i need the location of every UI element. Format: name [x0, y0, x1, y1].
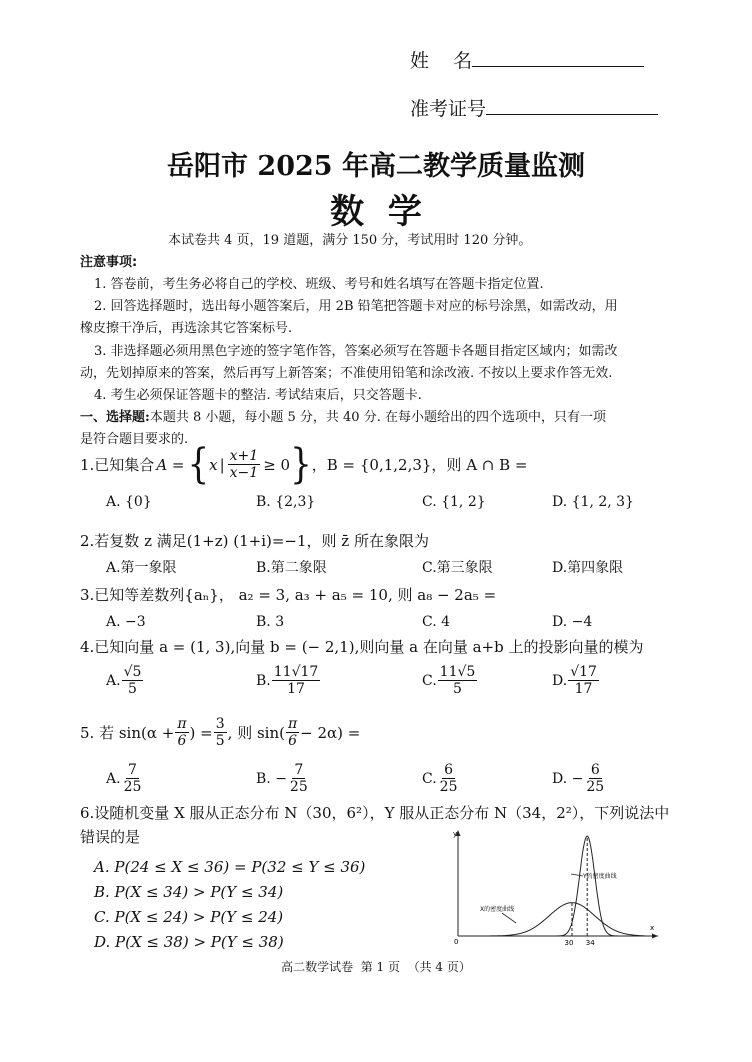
- q1-set-a-lhs: A =: [156, 455, 185, 474]
- q1-ineq: ≥ 0: [263, 455, 291, 474]
- question-5: 5. 若 sin(α + $\frac{\pi}{6}$ ) = $\frac{3}{5}$ , 则 sin( $\frac{\pi}{6}$ − 2α) =: [80, 716, 361, 749]
- note-3a: 3. 非选择题必须用黑色字迹的签字笔作答，答案必须写在答题卡各题目指定区域内；如需改: [94, 344, 618, 359]
- section-1-header: [80, 409, 606, 427]
- q4-option-c[interactable]: C. $\frac{11√5}{5}$: [422, 664, 476, 697]
- q4-option-a[interactable]: A. $\frac{√5}{5}$: [106, 664, 142, 697]
- q1-option-a[interactable]: A. {0}: [106, 494, 152, 510]
- q1-prefix: 1.已知集合: [80, 456, 155, 474]
- y-density-curve: [466, 836, 645, 936]
- id-label: 准考证号: [410, 98, 487, 120]
- question-6-line-a: 6.设随机变量 X 服从正态分布 N（30，6²），Y 服从正态分布 N（34，2²），下列说法中: [80, 804, 670, 822]
- q6-option-a[interactable]: A. P(24 ≤ X ≤ 36) = P(32 ≤ Y ≤ 36): [94, 858, 366, 876]
- q5-option-a[interactable]: A. $\frac{7}{25}$: [106, 762, 142, 795]
- q5-option-d[interactable]: D. − $\frac{6}{25}$: [552, 762, 605, 795]
- section-1-label: 一、选择题:: [80, 410, 150, 425]
- section-1-text-a: 本题共 8 小题，每小题 5 分，共 40 分. 在每小题给出的四个选项中，只有一项: [149, 410, 606, 425]
- subject-title: 数 学: [330, 192, 422, 232]
- question-2: 2.若复数 z 满足(1+z) (1+i)=−1，则 z̄ 所在象限为: [80, 532, 429, 550]
- q1-fraction: $\frac{x+1}{x-1}$: [229, 448, 259, 481]
- q5-option-c[interactable]: C. $\frac{6}{25}$: [422, 762, 458, 795]
- x-curve-pointer: [502, 913, 516, 923]
- x-curve-label: X的密度曲线: [480, 906, 515, 913]
- question-1: 1.已知集合 A = { x | $\frac{x+1}{x-1}$ ≥ 0 } ，B = {0,1,2,3}，则 A ∩ B =: [80, 440, 528, 489]
- q6-option-c[interactable]: C. P(X ≤ 24) > P(Y ≤ 24): [94, 908, 284, 926]
- notes-heading: 注意事项:: [80, 255, 138, 270]
- y-curve-pointer: [571, 874, 583, 876]
- question-3: 3.已知等差数列{aₙ}， a₂ = 3, a₃ + a₅ = 10, 则 a₈ − 2a₅ =: [80, 586, 497, 604]
- section-1-text-b: 是符合题目要求的.: [80, 432, 189, 447]
- q2-option-d[interactable]: D.第四象限: [552, 560, 624, 576]
- y-axis-label: y: [453, 830, 458, 838]
- question-4: 4.已知向量 a = (1, 3),向量 b = (− 2,1),则向量 a 在向量 a+b 上的投影向量的模为: [80, 638, 644, 656]
- note-4: 4. 考生必须保证答题卡的整洁. 考试结束后，只交答题卡.: [94, 388, 422, 403]
- y-curve-label: Y的密度曲线: [583, 873, 617, 880]
- q6-option-d[interactable]: D. P(X ≤ 38) > P(Y ≤ 38): [94, 933, 284, 951]
- note-2b: 橡皮擦干净后，再选涂其它答案标号.: [80, 321, 293, 336]
- q3-option-a[interactable]: A. −3: [106, 614, 146, 630]
- note-1: 1. 答卷前，考生务必将自己的学校、班级、考号和姓名填写在答题卡指定位置.: [94, 277, 544, 292]
- name-field: [410, 46, 644, 73]
- q2-option-b[interactable]: B.第二象限: [256, 560, 327, 576]
- question-6-line-b: 错误的是: [80, 828, 141, 846]
- q6-option-b[interactable]: B. P(X ≤ 34) > P(Y ≤ 34): [94, 883, 284, 901]
- x-axis-label: x: [650, 924, 655, 932]
- q3-option-c[interactable]: C. 4: [422, 614, 451, 630]
- q3-option-b[interactable]: B. 3: [256, 614, 285, 630]
- q2-option-c[interactable]: C.第三象限: [422, 560, 493, 576]
- name-label: 姓 名: [410, 50, 473, 72]
- density-graph: [440, 826, 662, 948]
- page-footer: 高二数学试卷 第 1 页 （共 4 页）: [281, 960, 471, 974]
- q5-option-b[interactable]: B. − $\frac{7}{25}$: [256, 762, 308, 795]
- note-2a: 2. 回答选择题时，选出每小题答案后，用 2B 铅笔把答题卡对应的标号涂黑，如需改动，用: [94, 299, 618, 314]
- tick-30-label: 30: [564, 939, 574, 947]
- q1-option-d[interactable]: D. {1, 2, 3}: [552, 494, 634, 510]
- q1-option-b[interactable]: B. {2,3}: [256, 494, 316, 510]
- name-blank-line: [472, 46, 644, 67]
- q2-option-a[interactable]: A.第一象限: [106, 560, 177, 576]
- q1-set-b: ，B = {0,1,2,3}，则 A ∩ B =: [311, 456, 528, 474]
- note-3b: 动，先划掉原来的答案，然后再写上新答案；不准使用铅笔和涂改液. 不按以上要求作答无效.: [80, 366, 613, 381]
- tick-34-label: 34: [585, 939, 595, 947]
- q4-option-b[interactable]: B. $\frac{11√17}{17}$: [256, 664, 319, 697]
- id-blank-line: [486, 94, 658, 115]
- q1-option-c[interactable]: C. {1, 2}: [422, 494, 486, 510]
- origin-label: 0: [454, 938, 459, 946]
- q4-option-d[interactable]: D. $\frac{√17}{17}$: [552, 664, 597, 697]
- id-field: [410, 94, 658, 121]
- q1-var-x: x: [209, 455, 218, 474]
- q3-option-d[interactable]: D. −4: [552, 614, 593, 630]
- exam-title: 岳阳市 2025 年高二教学质量监测: [167, 151, 585, 182]
- exam-subtitle: 本试卷共 4 页，19 道题，满分 150 分，考试用时 120 分钟。: [168, 233, 532, 248]
